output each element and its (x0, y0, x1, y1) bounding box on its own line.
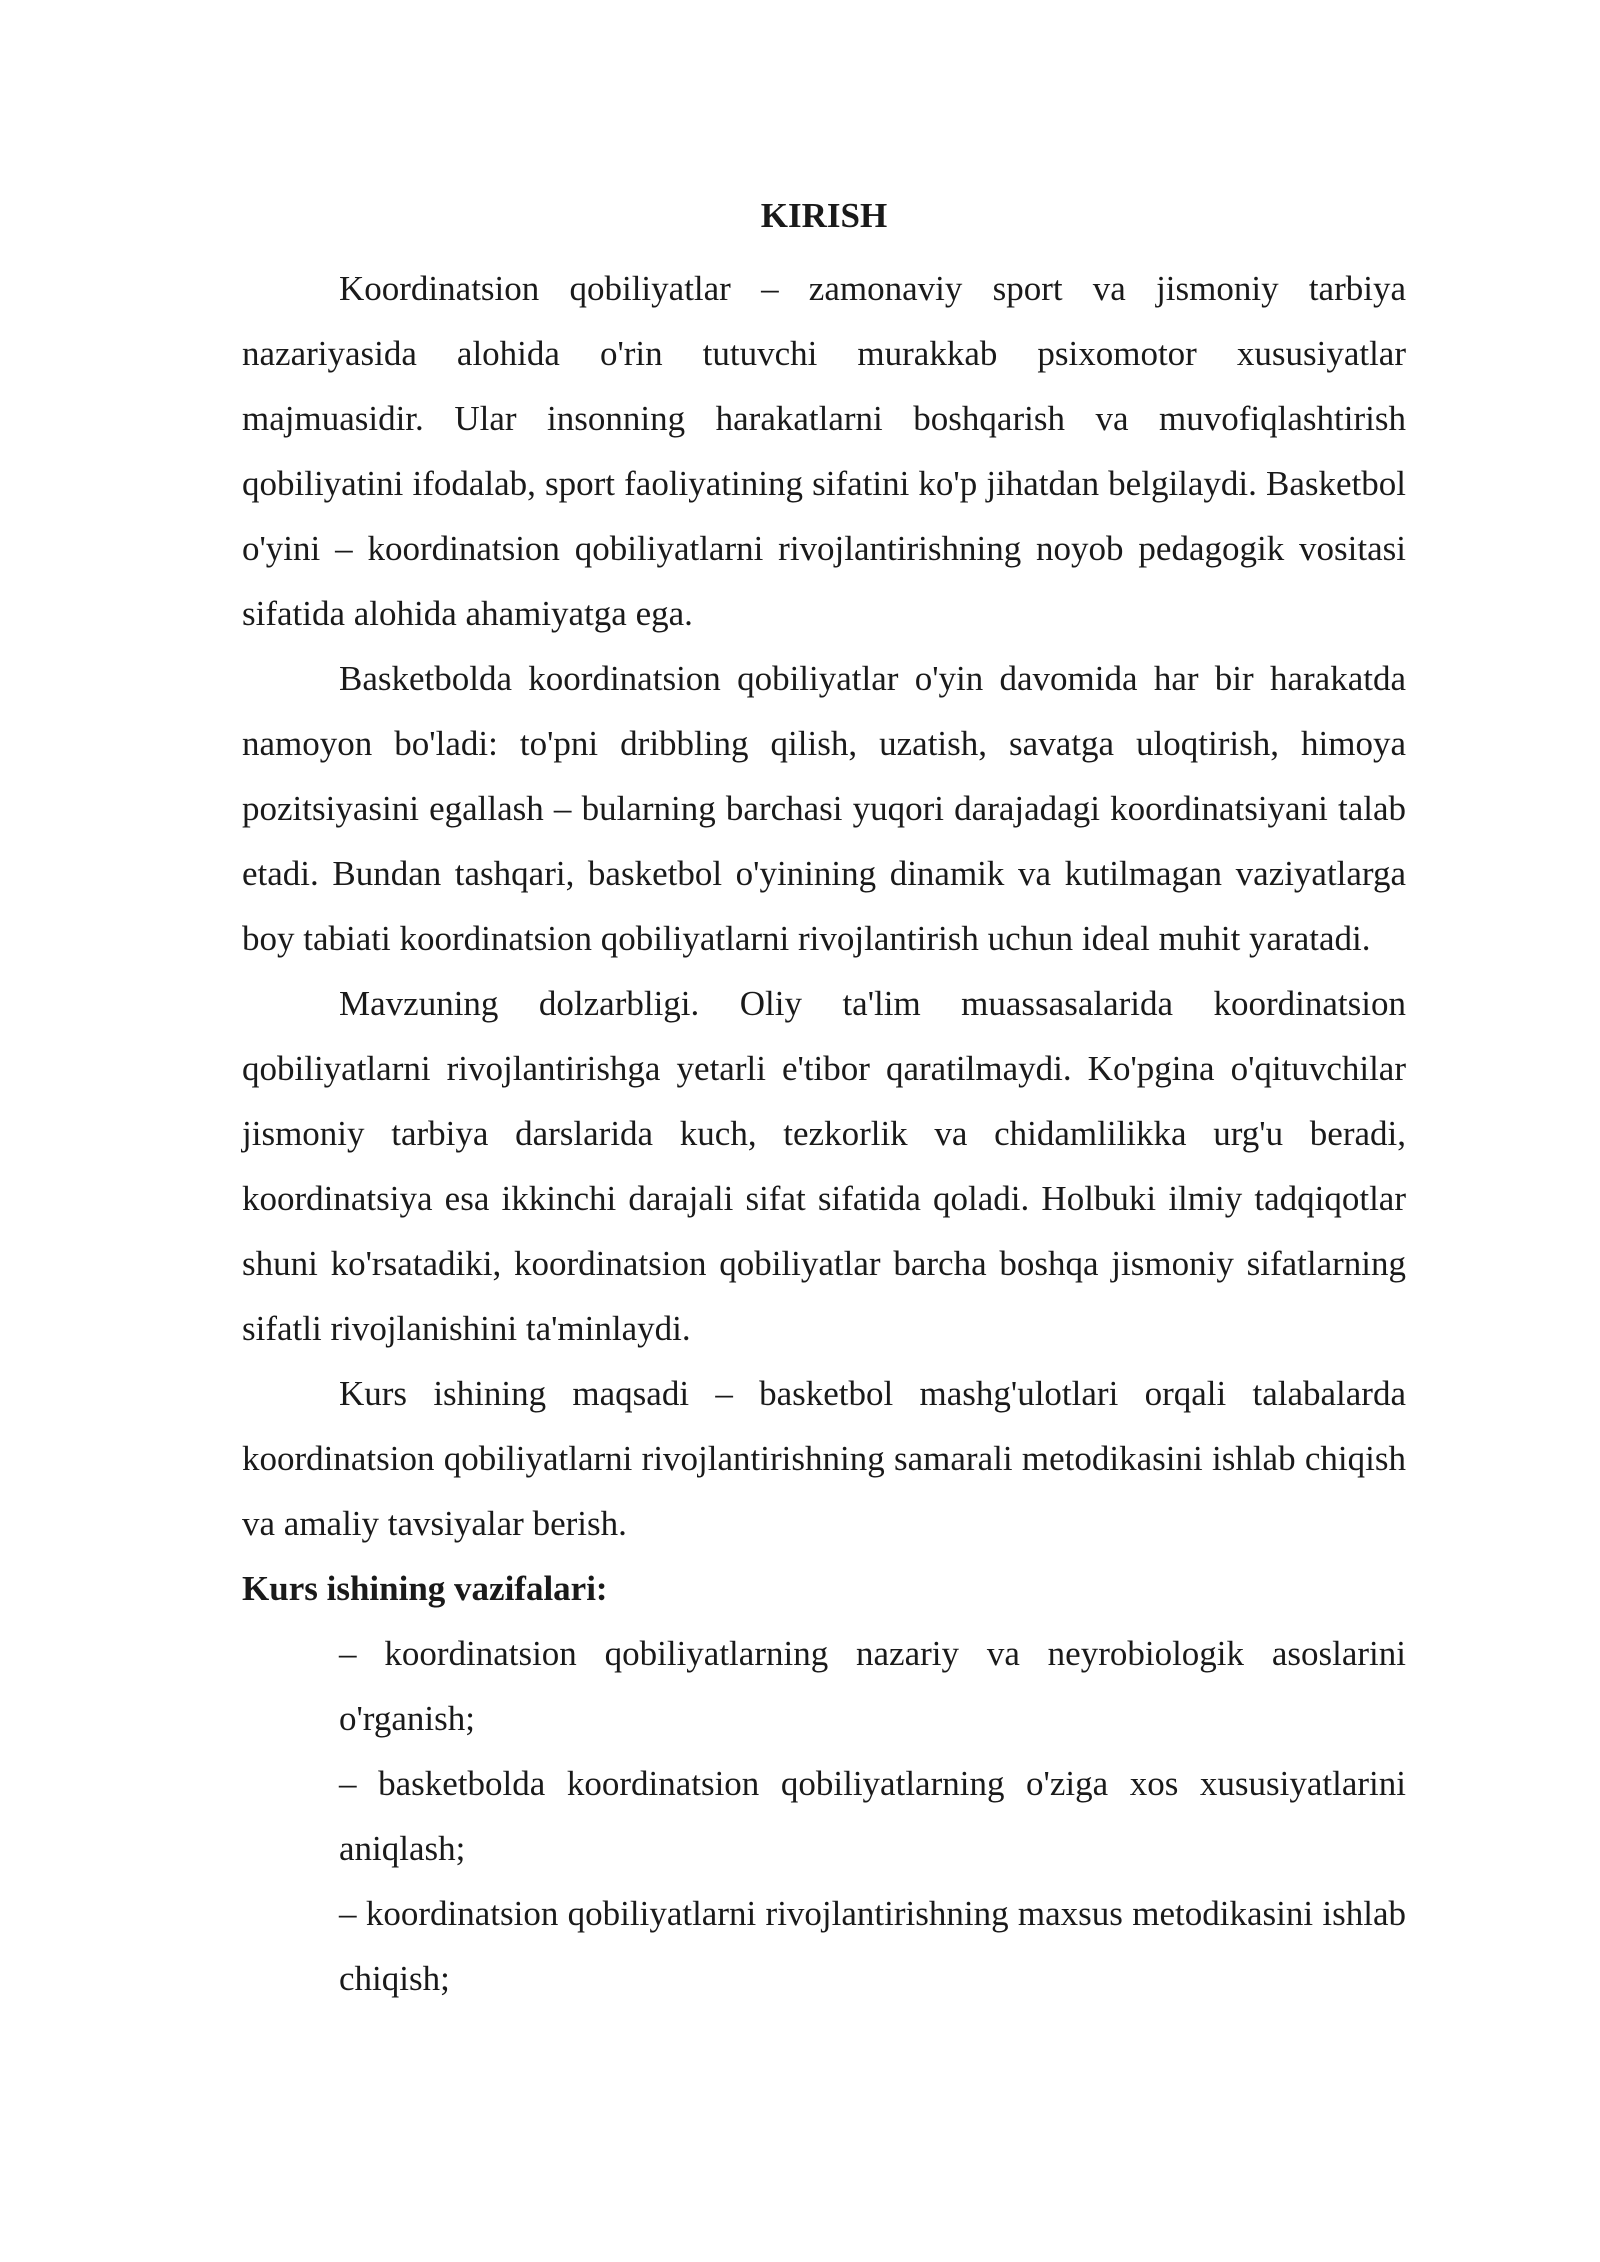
tasks-heading: Kurs ishining vazifalari: (242, 1569, 608, 1608)
intro-paragraph: Koordinatsion qobiliyatlar – zamonaviy sport va jismoniy tarbiya nazariyasida alohida o'rin tutuvchi murakkab psixomotor xususiyatlar majmuasidir. Ular insonning harakatlarni boshqarish va muvofiqlashtirish qobiliyatini ifodalab, sport faoliyatining sifatini ko'p jihatdan belgilaydi. Basketbol o'yini – koordinatsion qobiliyatlarni rivojlantirishning noyob pedagogik vositasi sifatida alohida ahamiyatga ega. (242, 269, 1406, 633)
task-item: – koordinatsion qobiliyatlarni rivojlantirishning maxsus metodikasini ishlab chiqish; (339, 1894, 1406, 1998)
tasks-list (242, 1621, 1406, 2011)
relevance-paragraph: Mavzuning dolzarbligi. Oliy ta'lim muassasalarida koordinatsion qobiliyatlarni rivojlantirishga yetarli e'tibor qaratilmaydi. Ko'pgina o'qituvchilar jismoniy tarbiya darslarida kuch, tezkorlik va chidamlilikka urg'u beradi, koordinatsiya esa ikkinchi darajali sifat sifatida qoladi. Holbuki ilmiy tadqiqotlar shuni ko'rsatadiki, koordinatsion qobiliyatlar barcha boshqa jismoniy sifatlarning sifatli rivojlanishini ta'minlaydi. (242, 984, 1406, 1348)
basketball-paragraph: Basketbolda koordinatsion qobiliyatlar o'yin davomida har bir harakatda namoyon bo'ladi: to'pni dribbling qilish, uzatish, savatga uloqtirish, himoya pozitsiyasini egallash – bularning barchasi yuqori darajadagi koordinatsiyani talab etadi. Bundan tashqari, basketbol o'yinining dinamik va kutilmagan vaziyatlarga boy tabiati koordinatsion qobiliyatlarni rivojlantirish uchun ideal muhit yaratadi. (242, 659, 1406, 958)
goal-paragraph: Kurs ishining maqsadi – basketbol mashg'ulotlari orqali talabalarda koordinatsion qobiliyatlarni rivojlantirishning samarali metodikasini ishlab chiqish va amaliy tavsiyalar berish. (242, 1374, 1406, 1543)
task-item: – koordinatsion qobiliyatlarning nazariy va neyrobiologik asoslarini o'rganish; (339, 1634, 1406, 1738)
task-item: – basketbolda koordinatsion qobiliyatlarning o'ziga xos xususiyatlarini aniqlash; (339, 1764, 1406, 1868)
page-title: KIRISH (760, 196, 888, 235)
document-page (242, 190, 1406, 2011)
